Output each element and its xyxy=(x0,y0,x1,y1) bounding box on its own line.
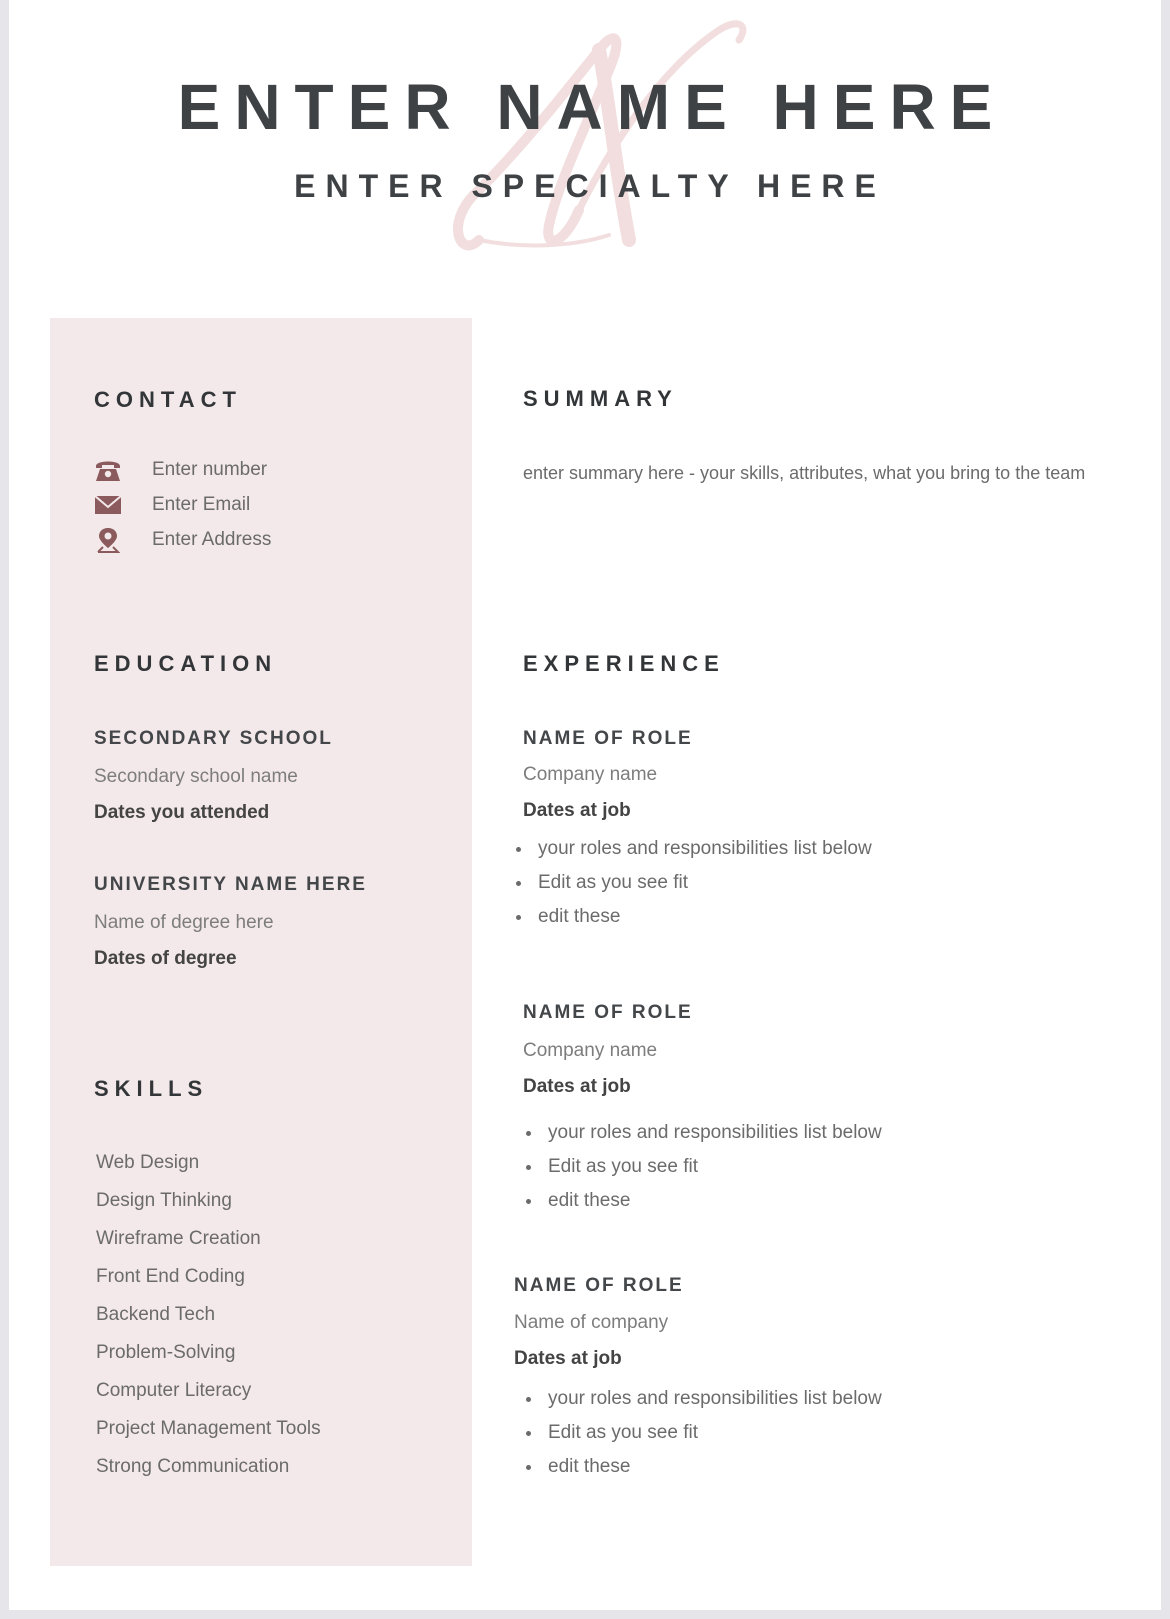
location-icon xyxy=(94,526,122,554)
role-bullet: your roles and responsibilities list below xyxy=(524,1387,882,1421)
candidate-name: ENTER NAME HERE xyxy=(177,71,1007,143)
role-bullets xyxy=(524,1387,882,1489)
skill-item: Problem-Solving xyxy=(96,1342,236,1363)
skill-item: Front End Coding xyxy=(96,1266,245,1287)
role-bullet: edit these xyxy=(524,1455,882,1489)
role-title: NAME OF ROLE xyxy=(523,1002,693,1023)
contact-phone-text: Enter number xyxy=(152,459,268,480)
role-dates: Dates at job xyxy=(523,1076,631,1097)
education-heading: EDUCATION xyxy=(94,651,278,676)
role-bullet: your roles and responsibilities list below xyxy=(524,1121,882,1155)
skill-item: Design Thinking xyxy=(96,1190,232,1211)
education-dates: Dates you attended xyxy=(94,802,270,823)
contact-phone xyxy=(94,456,267,484)
skills-heading: SKILLS xyxy=(94,1076,209,1101)
education-title: SECONDARY SCHOOL xyxy=(94,728,333,749)
role-dates: Dates at job xyxy=(523,800,631,821)
role-bullet: Edit as you see fit xyxy=(524,1421,882,1455)
summary-heading: SUMMARY xyxy=(523,386,678,411)
contact-email-text: Enter Email xyxy=(152,494,251,515)
role-bullet: Edit as you see fit xyxy=(524,1155,882,1189)
skill-item: Project Management Tools xyxy=(96,1418,321,1439)
skill-item: Wireframe Creation xyxy=(96,1228,261,1249)
role-title: NAME OF ROLE xyxy=(523,728,693,749)
contact-email xyxy=(94,491,250,519)
contact-heading: CONTACT xyxy=(94,387,242,412)
role-company: Company name xyxy=(523,1040,658,1061)
role-bullet: Edit as you see fit xyxy=(514,871,872,905)
education-degree-name: Name of degree here xyxy=(94,912,274,933)
role-dates: Dates at job xyxy=(514,1348,622,1369)
skill-item: Web Design xyxy=(96,1152,200,1173)
phone-icon xyxy=(94,456,122,484)
role-bullet: edit these xyxy=(514,905,872,939)
summary-text: enter summary here - your skills, attributes, what you bring to the team xyxy=(523,463,1086,483)
skill-item: Backend Tech xyxy=(96,1304,216,1325)
experience-heading: EXPERIENCE xyxy=(523,651,725,676)
skill-item: Computer Literacy xyxy=(96,1380,252,1401)
education-school-name: Secondary school name xyxy=(94,766,298,787)
education-dates: Dates of degree xyxy=(94,948,237,969)
role-bullet: edit these xyxy=(524,1189,882,1223)
skill-item: Strong Communication xyxy=(96,1456,290,1477)
role-company: Name of company xyxy=(514,1312,669,1333)
resume-page xyxy=(9,0,1161,1610)
contact-address-text: Enter Address xyxy=(152,529,272,550)
role-company: Company name xyxy=(523,764,658,785)
role-bullets xyxy=(524,1121,882,1223)
skills-list xyxy=(96,1151,321,1493)
contact-address xyxy=(94,526,271,554)
role-title: NAME OF ROLE xyxy=(514,1275,684,1296)
education-title: UNIVERSITY NAME HERE xyxy=(94,874,367,895)
mail-icon xyxy=(94,491,122,519)
role-bullet: your roles and responsibilities list below xyxy=(514,837,872,871)
role-bullets xyxy=(514,837,872,939)
candidate-specialty: ENTER SPECIALTY HERE xyxy=(294,168,886,204)
